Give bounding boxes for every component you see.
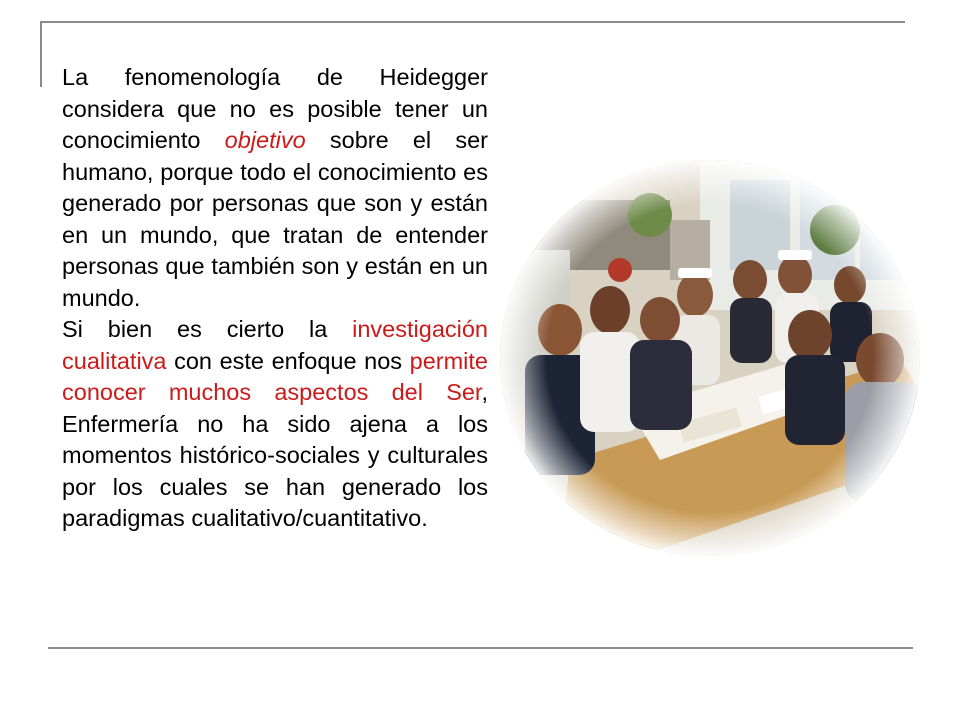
nurses-meeting-photo — [500, 160, 920, 556]
body-text — [62, 62, 488, 535]
paragraph-investigacion: Si bien es cierto la investigación cualitativa con este enfoque nos permite conocer muchos aspectos del Ser, Enfermería no ha sido ajena a los momentos histórico-sociales y culturales por los cuales se han generado los paradigmas cualitativo/cuantitativo. — [62, 316, 488, 531]
highlight-conocer-aspectos: permite conocer muchos aspectos del Ser — [62, 347, 488, 405]
bottom-rule — [48, 647, 913, 649]
photo-illustration — [500, 160, 920, 556]
highlight-investigacion-cualitativa: investigación cualitativa — [62, 316, 488, 374]
paragraph-heidegger: La fenomenología de Heidegger considera que no es posible tener un conocimiento objetivo sobre el ser humano, porque todo el conocimiento es generado por personas que son y están en un mundo, que tratan de entender personas que también son y están en un mundo. — [62, 64, 488, 311]
emphasis-objetivo: objetivo — [224, 127, 306, 153]
top-rule — [40, 21, 905, 23]
left-rule — [40, 21, 42, 87]
